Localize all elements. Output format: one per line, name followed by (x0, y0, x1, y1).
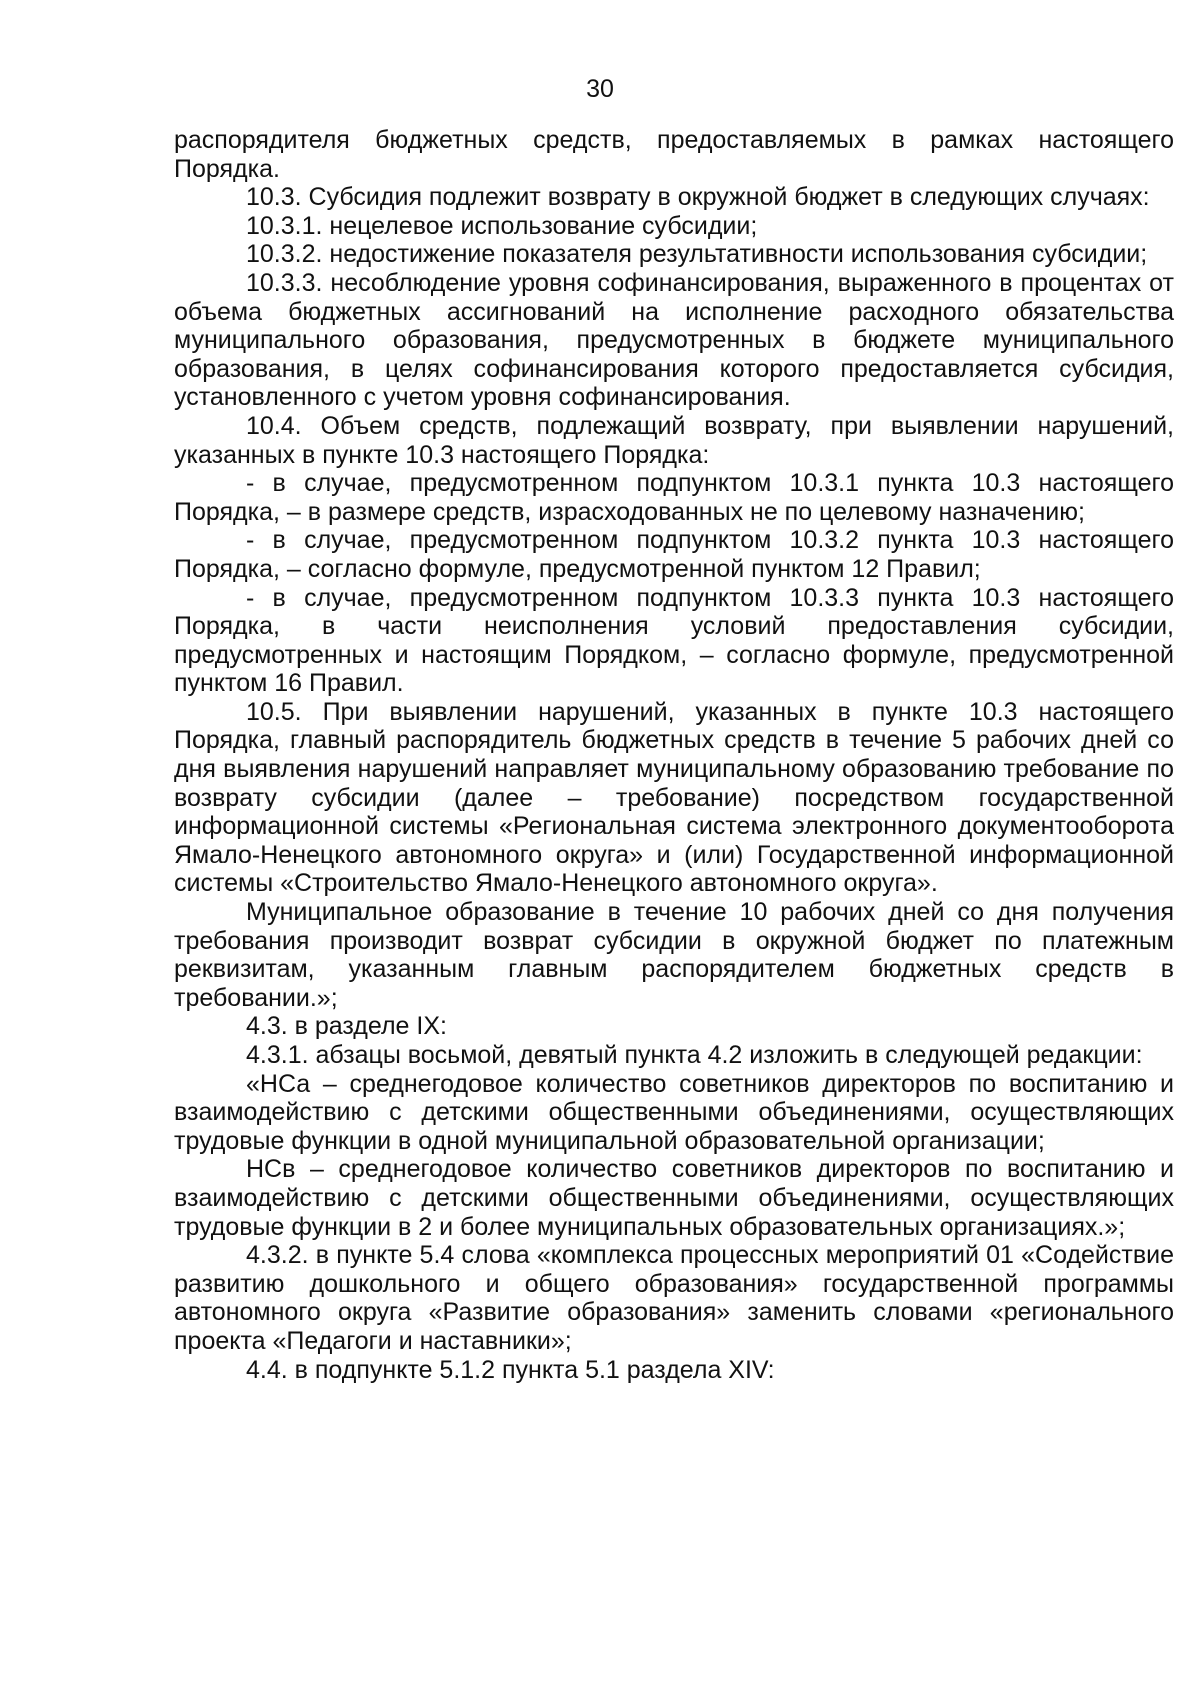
page-number: 30 (586, 75, 614, 103)
paragraph: 10.3.3. несоблюдение уровня софинансирования, выраженного в процентах от объема бюджетных ассигнований на исполнение расходного обязательства муниципального образования, предусмотренных в бюджете муниципального образования, в целях софинансирования которого предоставляется субсидия, установленного с учетом уровня софинансирования. (174, 268, 1174, 412)
paragraph: «НСа – среднегодовое количество советников директоров по воспитанию и взаимодействию с детскими общественными объединениями, осуществляющих трудовые функции в одной муниципальной образовательной организации; (174, 1069, 1174, 1155)
paragraph: - в случае, предусмотренном подпунктом 10.3.3 пункта 10.3 настоящего Порядка, в части неисполнения условий предоставления субсидии, предусмотренных и настоящим Порядком, – согласно формуле, предусмотренной пунктом 16 Правил. (174, 583, 1174, 698)
paragraph: 10.3. Субсидия подлежит возврату в окружной бюджет в следующих случаях: (246, 183, 1150, 212)
paragraph: распорядителя бюджетных средств, предоставляемых в рамках настоящего Порядка. (174, 126, 1174, 183)
document-body (174, 126, 1174, 1384)
paragraph: 4.3. в разделе IX: (246, 1012, 447, 1041)
paragraph: 4.4. в подпункте 5.1.2 пункта 5.1 раздела XIV: (246, 1355, 775, 1384)
paragraph: 10.3.2. недостижение показателя результативности использования субсидии; (246, 240, 1148, 269)
paragraph: НСв – среднегодовое количество советников директоров по воспитанию и взаимодействию с детскими общественными объединениями, осуществляющих трудовые функции в 2 и более муниципальных образовательных организациях.»; (174, 1155, 1174, 1241)
paragraph: 10.5. При выявлении нарушений, указанных в пункте 10.3 настоящего Порядка, главный распорядитель бюджетных средств в течение 5 рабочих дней со дня выявления нарушений направляет муниципальному образованию требование по возврату субсидии (далее – требование) посредством государственной информационной системы «Региональная система электронного документооборота Ямало-Ненецкого автономного округа» и (или) Государственной информационной системы «Строительство Ямало-Ненецкого автономного округа». (174, 697, 1174, 898)
paragraph: Муниципальное образование в течение 10 рабочих дней со дня получения требования производит возврат субсидии в окружной бюджет по платежным реквизитам, указанным главным распорядителем бюджетных средств в требовании.»; (174, 898, 1174, 1012)
paragraph: - в случае, предусмотренном подпунктом 10.3.1 пункта 10.3 настоящего Порядка, – в размере средств, израсходованных не по целевому назначению; (174, 469, 1174, 526)
paragraph: 10.3.1. нецелевое использование субсидии; (246, 211, 758, 240)
paragraph: 4.3.1. абзацы восьмой, девятый пункта 4.2 изложить в следующей редакции: (246, 1041, 1143, 1069)
paragraph: 10.4. Объем средств, подлежащий возврату, при выявлении нарушений, указанных в пункте 10.3 настоящего Порядка: (174, 411, 1174, 469)
paragraph: - в случае, предусмотренном подпунктом 10.3.2 пункта 10.3 настоящего Порядка, – согласно формуле, предусмотренной пунктом 12 Правил; (174, 526, 1174, 583)
paragraph: 4.3.2. в пункте 5.4 слова «комплекса процессных мероприятий 01 «Содействие развитию дошкольного и общего образования» государственной программы автономного округа «Развитие образования» заменить словами «регионального проекта «Педагоги и наставники»; (174, 1241, 1174, 1355)
